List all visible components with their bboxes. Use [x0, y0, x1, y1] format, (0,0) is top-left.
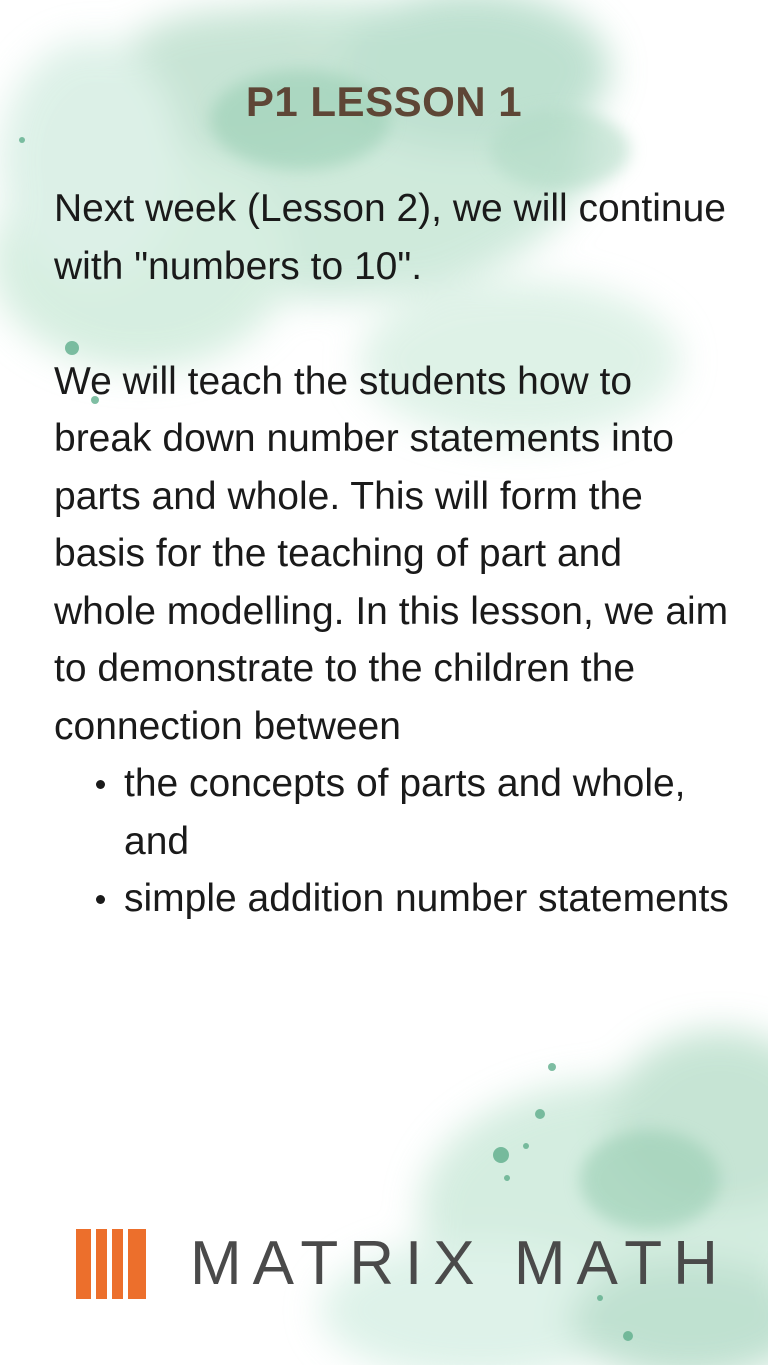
list-item: the concepts of parts and whole, and: [124, 755, 734, 870]
paragraph-spacer: [54, 295, 734, 353]
list-item: simple addition number statements: [124, 870, 734, 928]
detail-paragraph: We will teach the students how to break down number statements into parts and whole. This will form the basis for the teaching of part and whole modelling. In this lesson, we aim to demonstrate to the children the connection between: [54, 359, 729, 748]
logo-wordmark: MATRIX MATH: [190, 1229, 729, 1298]
page-title: P1 LESSON 1: [245, 78, 523, 125]
matrix-math-logo: [76, 1228, 729, 1300]
intro-paragraph: Next week (Lesson 2), we will continue with "numbers to 10".: [54, 187, 726, 288]
bullet-list: [54, 755, 734, 928]
lesson-content: [54, 180, 734, 928]
matrix-math-logo-icon: [76, 1229, 146, 1299]
